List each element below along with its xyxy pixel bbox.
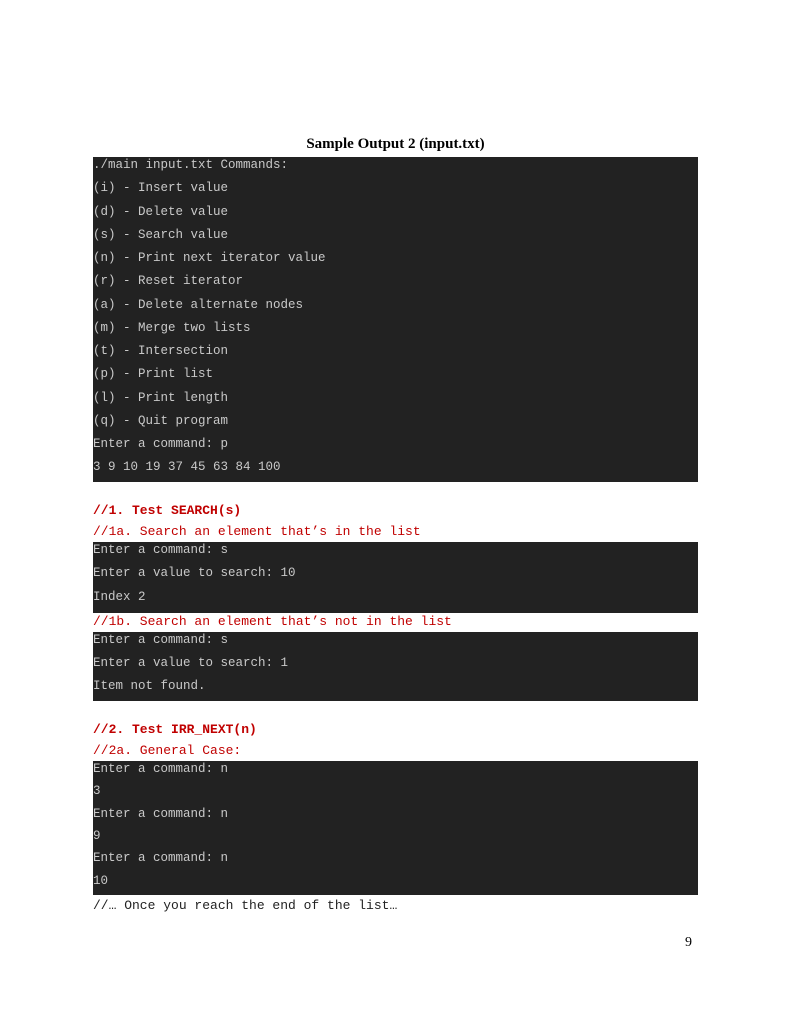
comment-1a: //1a. Search an element that’s in the list [93, 524, 421, 539]
section-heading-irr-next: //2. Test IRR_NEXT(n) [93, 722, 257, 737]
terminal-line: Enter a value to search: 1 [93, 656, 289, 670]
terminal-line: (l) - Print length [93, 391, 229, 405]
terminal-block-search-not-found [93, 632, 698, 701]
page-number: 9 [685, 935, 692, 950]
terminal-line: Enter a value to search: 10 [93, 566, 296, 580]
terminal-line: Enter a command: n [93, 851, 229, 865]
terminal-line: (a) - Delete alternate nodes [93, 298, 304, 312]
terminal-line: Enter a command: n [93, 762, 229, 776]
terminal-line: 9 [93, 829, 101, 843]
comment-1b: //1b. Search an element that’s not in the list [93, 614, 452, 629]
terminal-block-search-found [93, 542, 698, 613]
terminal-line: (m) - Merge two lists [93, 321, 251, 335]
terminal-line: Index 2 [93, 590, 146, 604]
terminal-line: 3 9 10 19 37 45 63 84 100 [93, 460, 281, 474]
terminal-line: (q) - Quit program [93, 414, 229, 428]
terminal-line: (i) - Insert value [93, 181, 229, 195]
terminal-line: (r) - Reset iterator [93, 274, 244, 288]
terminal-line: Enter a command: s [93, 633, 229, 647]
terminal-line: (n) - Print next iterator value [93, 251, 326, 265]
terminal-line: ./main input.txt Commands: [93, 158, 289, 172]
terminal-line: (d) - Delete value [93, 205, 229, 219]
terminal-block-irr-next [93, 761, 698, 895]
section-heading-search: //1. Test SEARCH(s) [93, 503, 242, 518]
terminal-line: Enter a command: n [93, 807, 229, 821]
end-of-list-note: //… Once you reach the end of the list… [93, 898, 398, 913]
terminal-line: (s) - Search value [93, 228, 229, 242]
terminal-line: 3 [93, 784, 101, 798]
terminal-block-commands [93, 157, 698, 482]
terminal-line: Enter a command: s [93, 543, 229, 557]
terminal-line: Item not found. [93, 679, 206, 693]
comment-2a: //2a. General Case: [93, 743, 242, 758]
terminal-line: Enter a command: p [93, 437, 229, 451]
terminal-line: 10 [93, 874, 109, 888]
page-title: Sample Output 2 (input.txt) [306, 136, 485, 152]
terminal-line: (p) - Print list [93, 367, 214, 381]
terminal-line: (t) - Intersection [93, 344, 229, 358]
